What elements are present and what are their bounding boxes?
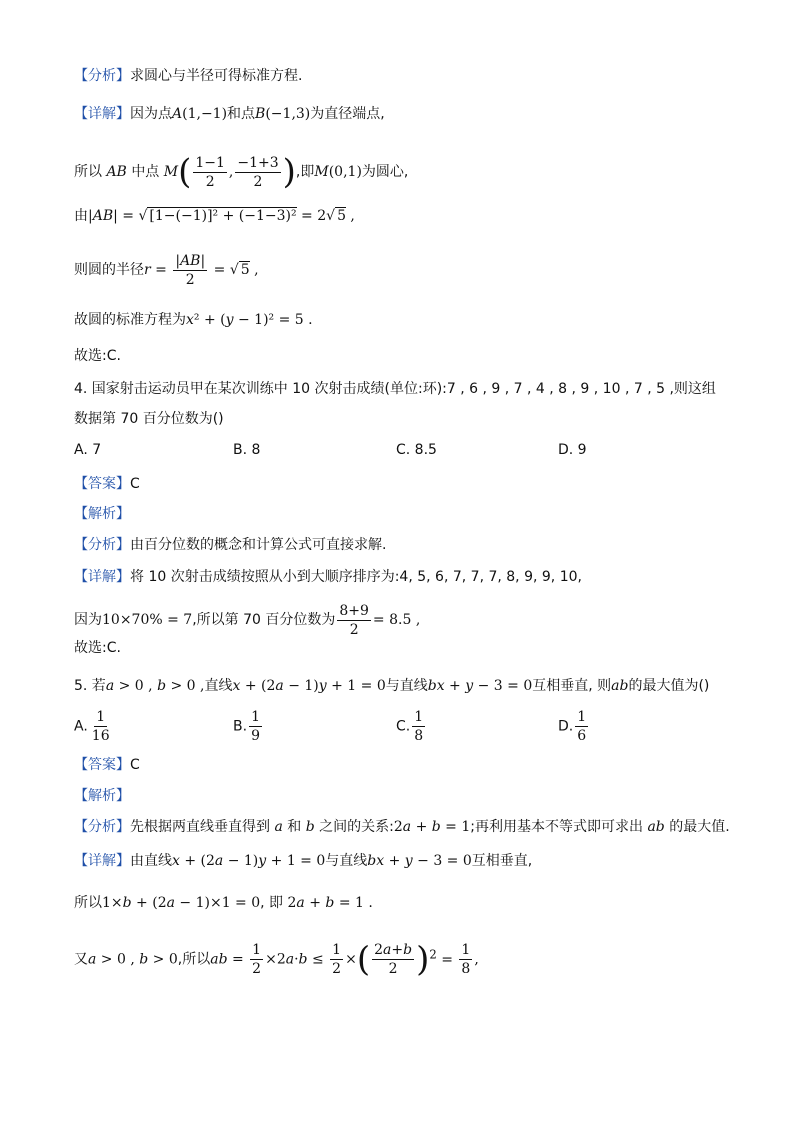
q5-option-b: [233, 708, 264, 745]
formula: 1×b + (2a − 1)×1 = 0: [102, 895, 261, 911]
formula: $\frac{1}{8}$: [461, 942, 471, 978]
option-label: C.: [396, 718, 411, 735]
q5-option-c: [396, 708, 427, 745]
q5-answer: [74, 755, 140, 775]
formula: x + (2a − 1)y + 1 = 0: [172, 853, 326, 869]
q3-detail-line2: [74, 150, 408, 194]
text: 因为: [74, 612, 102, 628]
formula: ): [282, 152, 296, 192]
q5-option-d: [558, 708, 590, 745]
answer-tag: 【答案】: [74, 757, 130, 773]
text: 所以: [74, 164, 102, 180]
option-label: B.: [233, 718, 248, 735]
text: , 即: [260, 895, 284, 911]
q3-analysis: [74, 66, 302, 86]
formula: a > 0 , b > 0: [88, 951, 178, 968]
q4-option-d: D. 9: [558, 442, 587, 458]
formula: b: [301, 819, 320, 835]
formula: ): [416, 939, 430, 980]
q5-explain: [74, 786, 130, 806]
explain-tag: 【解析】: [74, 788, 130, 804]
text: 中点: [131, 164, 160, 180]
text: 先根据两直线垂直得到: [130, 819, 270, 835]
formula: x² + (y − 1)² = 5 .: [186, 312, 313, 328]
answer-tag: 【答案】: [74, 476, 130, 492]
q4-detail-line2: [74, 600, 420, 640]
denominator: 8: [414, 728, 424, 744]
formula: $\frac{1}{9}$: [251, 709, 260, 744]
formula: (−1,3): [265, 106, 311, 122]
text: 所以: [74, 895, 102, 911]
text: ;再利用基本不等式即可求出: [470, 819, 643, 835]
formula: (1,−1): [182, 106, 228, 122]
text: 由: [74, 208, 88, 224]
q4-answer: [74, 474, 140, 494]
analysis-tag: 【分析】: [74, 819, 130, 835]
option-label: A.: [74, 718, 88, 735]
analysis-tag: 【分析】: [74, 68, 130, 84]
formula: |AB| = √ [1−(−1)]² + (−1−3)² = 2√ 5 ,: [88, 208, 355, 224]
text: 的最大值.: [669, 819, 730, 835]
q3-detail-line1: [74, 104, 385, 124]
text: 为圆心,: [361, 164, 409, 180]
formula: a: [270, 819, 288, 835]
formula: x + (2a − 1)y + 1 = 0: [232, 678, 386, 694]
q4-stem-1: 4. 国家射击运动员甲在某次训练中 10 次射击成绩(单位:环):7 , 6 , 9 , 7 , 4 , 8 , 9 , 10 , 7 , 5 ,则这组: [74, 381, 716, 397]
formula: 2a + b = 1: [393, 819, 471, 835]
formula: $\frac{|AB|}{2}$: [175, 252, 206, 288]
formula: (0,1): [328, 164, 362, 180]
option-label: D.: [558, 718, 574, 735]
denominator: 6: [577, 728, 587, 744]
formula: $\frac{1}{16}$: [91, 709, 110, 744]
q4-option-b: B. 8: [233, 442, 261, 458]
formula: M: [314, 164, 329, 180]
q4-detail: [74, 567, 582, 587]
text: 又: [74, 951, 88, 968]
text: 将 10 次射击成绩按照从小到大顺序排序为:4, 5, 6, 7, 7, 7, 8, 9, 9, 10,: [130, 569, 582, 585]
formula: = √ 5 ,: [209, 262, 259, 278]
formula: ab =: [210, 951, 249, 968]
formula: ×: [345, 951, 357, 968]
formula: =: [150, 262, 172, 278]
q5-stem: [74, 676, 709, 696]
text: 直线: [204, 678, 233, 694]
formula: 2a + b = 1 .: [283, 895, 373, 911]
formula: bx + y − 3 = 0: [427, 678, 533, 694]
detail-tag: 【详解】: [74, 853, 130, 869]
detail-tag: 【详解】: [74, 106, 130, 122]
q3-choose: 故选:C.: [74, 348, 121, 364]
text: ,所以第 70 百分位数为: [192, 612, 336, 628]
denominator: 16: [91, 728, 110, 744]
analysis-tag: 【分析】: [74, 537, 130, 553]
formula: M: [159, 164, 179, 180]
detail-tag: 【详解】: [74, 569, 130, 585]
text: 为直径端点,: [310, 106, 385, 122]
q3-detail-line3: [74, 206, 355, 226]
text: 互相垂直,: [471, 853, 533, 869]
formula: $\frac{8+9}{2}$: [339, 602, 369, 638]
text: 则圆的半径: [74, 262, 144, 278]
text: ,即: [295, 164, 315, 180]
text: 因为点: [130, 106, 172, 122]
q3-detail-line4: [74, 250, 259, 290]
text: 故圆的标准方程为: [74, 312, 186, 328]
formula: $\frac{1}{2}$: [252, 942, 262, 978]
formula: ab: [643, 819, 670, 835]
formula: $\frac{1}{6}$: [577, 709, 587, 744]
answer-value: C: [130, 757, 140, 773]
formula: ,: [474, 951, 479, 968]
explain-tag: 【解析】: [74, 506, 130, 522]
q4-option-a: A. 7: [74, 442, 102, 458]
formula: ab: [611, 678, 629, 694]
text: 与直线: [385, 678, 428, 694]
formula: $\frac{1}{2}$: [332, 942, 342, 978]
formula: B: [255, 106, 266, 122]
text: 5. 若: [74, 678, 106, 694]
formula: $\frac{1-1}{2}$: [195, 154, 225, 190]
formula: bx + y − 3 = 0: [367, 853, 472, 869]
formula: ×2a·b ≤: [265, 951, 329, 968]
q4-stem-2: 数据第 70 百分位数为(): [74, 411, 224, 427]
q3-detail-line5: [74, 310, 313, 330]
text: 由百分位数的概念和计算公式可直接求解.: [130, 537, 387, 553]
formula: = 8.5 ,: [372, 612, 421, 628]
formula: $\frac{-1+3}{2}$: [237, 154, 279, 190]
text: ,所以: [177, 951, 211, 968]
text: 由直线: [130, 853, 172, 869]
formula: ,: [228, 164, 234, 180]
q4-explain: [74, 504, 130, 524]
q4-analysis: [74, 535, 386, 555]
formula: 10×70% = 7: [102, 612, 193, 628]
q4-option-c: C. 8.5: [396, 442, 437, 458]
text: 的最大值为(): [628, 678, 710, 694]
text: 互相垂直, 则: [532, 678, 612, 694]
text: 与直线: [325, 853, 368, 869]
text: 之间的关系:: [319, 819, 394, 835]
formula: a > 0 , b > 0 ,: [105, 678, 205, 694]
denominator: 9: [251, 728, 260, 744]
formula: AB: [102, 164, 132, 180]
answer-value: C: [130, 476, 140, 492]
text: 和: [287, 819, 302, 835]
formula: $^2$ =: [429, 947, 458, 968]
formula: $\frac{2a+b}{2}$: [374, 942, 413, 978]
formula: $\frac{1}{8}$: [414, 709, 424, 744]
formula: A: [172, 106, 183, 122]
q5-detail-line2: [74, 893, 373, 913]
q4-choose: 故选:C.: [74, 640, 121, 656]
formula: (: [356, 939, 371, 980]
q5-option-a: [74, 708, 114, 745]
formula: r: [144, 262, 151, 278]
text: 和点: [227, 106, 256, 122]
q5-analysis: [74, 817, 730, 837]
formula: (: [178, 152, 192, 192]
q3-analysis-text: 求圆心与半径可得标准方程.: [130, 68, 303, 84]
q5-detail: [74, 851, 532, 871]
q5-detail-line3: [74, 932, 479, 982]
